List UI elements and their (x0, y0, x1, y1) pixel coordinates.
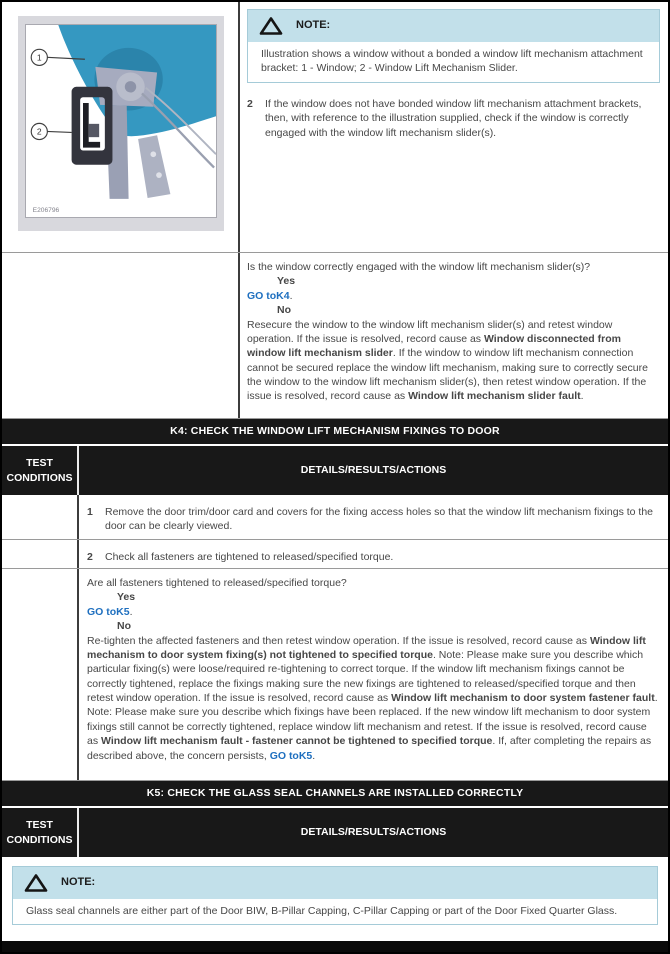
callout-2-number: 2 (36, 126, 42, 137)
answer-no-action: Re-tighten the affected fasteners and then retest window operation. If the issue is resolved, record cause as Window lift mechanism to door system fixing(s) not tightened to specified torque. Note: Please make sure you describe which particular fixing(s) were loose/required re-tightening to correct torque. If the window lift mechanism fixings cannot be correctly tightened, replace the fixings making sure the new fixings are tightened to released/specified torque and then retest window operation. If the issue is resolved, record cause as Window lift mechanism to door system fastener fault. Note: Please make sure you describe which fixings have been replaced. If the new window lift mechanism to door system fixings still cannot be correctly tightened, replace window lift mechanism and retest. If the issue is resolved, record cause as Window lift mechanism fault - fastener cannot be tightened to specified torque. If, after completing the repairs as described above, the concern persists, GO toK5. (87, 634, 658, 762)
go-to-link[interactable]: GO toK4 (247, 289, 290, 302)
illustration-cell (2, 2, 240, 252)
callout-1-number: 1 (36, 52, 42, 63)
question-block (79, 569, 668, 780)
empty-conditions-cell (2, 253, 240, 418)
bracket-hole (150, 151, 156, 157)
note-header (13, 867, 657, 899)
note-text: Glass seal channels are either part of the Door BIW, B-Pillar Capping, C-Pillar Capping or part of the Door Fixed Quarter Glass. (13, 899, 657, 924)
regulator-pulley-center (125, 81, 136, 92)
procedure-step (87, 505, 658, 534)
test-conditions-header: TEST CONDITIONS (2, 808, 79, 857)
slider-clip (89, 124, 99, 137)
empty-conditions-cell (2, 540, 79, 568)
note-text: Illustration shows a window without a bonded a window lift mechanism attachment bracket: 1 - Window; 2 - Window Lift Mechanism Slider. (248, 42, 659, 82)
warning-triangle-icon (24, 873, 48, 893)
step-number: 2 (87, 551, 93, 563)
table-row (2, 495, 668, 539)
lower-bracket (138, 135, 170, 198)
test-conditions-header: TEST CONDITIONS (2, 446, 79, 495)
note-box (247, 9, 660, 83)
k4-column-headers (2, 446, 668, 495)
table-row (2, 2, 668, 252)
note-label: NOTE: (61, 876, 96, 889)
answer-no-label: No (117, 620, 131, 633)
section-header-k4: K4: CHECK THE WINDOW LIFT MECHANISM FIXINGS TO DOOR (2, 418, 668, 446)
figure-frame (18, 16, 224, 231)
go-to-link[interactable]: GO toK5 (269, 749, 313, 762)
section-header-k5: K5: CHECK THE GLASS SEAL CHANNELS ARE INSTALLED CORRECTLY (2, 780, 668, 808)
table-row (2, 857, 668, 941)
go-to-link[interactable]: GO toK5 (87, 605, 130, 618)
table-row (2, 252, 668, 418)
callout-2 (31, 123, 71, 139)
figure-code: E206796 (32, 207, 60, 215)
warning-triangle-icon (259, 16, 283, 36)
step-text: Check all fasteners are tightened to released/specified torque. (105, 551, 394, 563)
step-text: If the window does not have bonded window lift mechanism attachment brackets, then, with reference to the illustration supplied, check if the window is correctly engaged with the window lift mechanism slider(s). (265, 97, 642, 139)
k5-column-headers (2, 808, 668, 857)
answer-yes-label: Yes (117, 591, 136, 604)
note-header (248, 10, 659, 42)
step-text: Remove the door trim/door card and covers for the fixing access holes so that the window lift mechanism fixings to the door can be clearly viewed. (105, 506, 654, 533)
question-prompt: Is the window correctly engaged with the window lift mechanism slider(s)? (247, 261, 591, 273)
step-number: 1 (87, 506, 93, 518)
empty-conditions-cell (2, 495, 79, 539)
answer-no-label: No (277, 304, 291, 317)
question-block (240, 253, 668, 418)
details-results-actions-header: DETAILS/RESULTS/ACTIONS (300, 464, 447, 477)
window-lift-illustration (26, 25, 216, 217)
procedure-step (247, 97, 660, 140)
step-number: 2 (247, 97, 253, 110)
bracket-hole (156, 172, 162, 178)
answer-no-action: Resecure the window to the window lift mechanism slider(s) and retest window operation. If the issue is resolved, record cause as Window disconnected from window lift mechanism slider. If the window to window lift mechanism connection cannot be secured replace the window lift mechanism, making sure to correctly secure the window to the window lift mechanism slider(s), then retest window operation. If the issue is resolved, record cause as Window lift mechanism slider fault. (247, 318, 648, 403)
table-bottom-border (2, 941, 668, 952)
empty-conditions-cell (2, 569, 79, 780)
table-row (2, 568, 668, 780)
note-label: NOTE: (296, 19, 331, 32)
answer-yes-action: GO toK4. (247, 289, 293, 302)
answer-yes-action: GO toK5. (87, 605, 133, 618)
table-row (2, 539, 668, 568)
procedure-step (87, 550, 658, 564)
details-results-actions-header: DETAILS/RESULTS/ACTIONS (300, 826, 447, 839)
details-cell (240, 2, 668, 252)
question-prompt: Are all fasteners tightened to released/specified torque? (87, 577, 347, 589)
figure-canvas (25, 24, 217, 218)
note-box (12, 866, 658, 925)
answer-yes-label: Yes (277, 275, 296, 288)
